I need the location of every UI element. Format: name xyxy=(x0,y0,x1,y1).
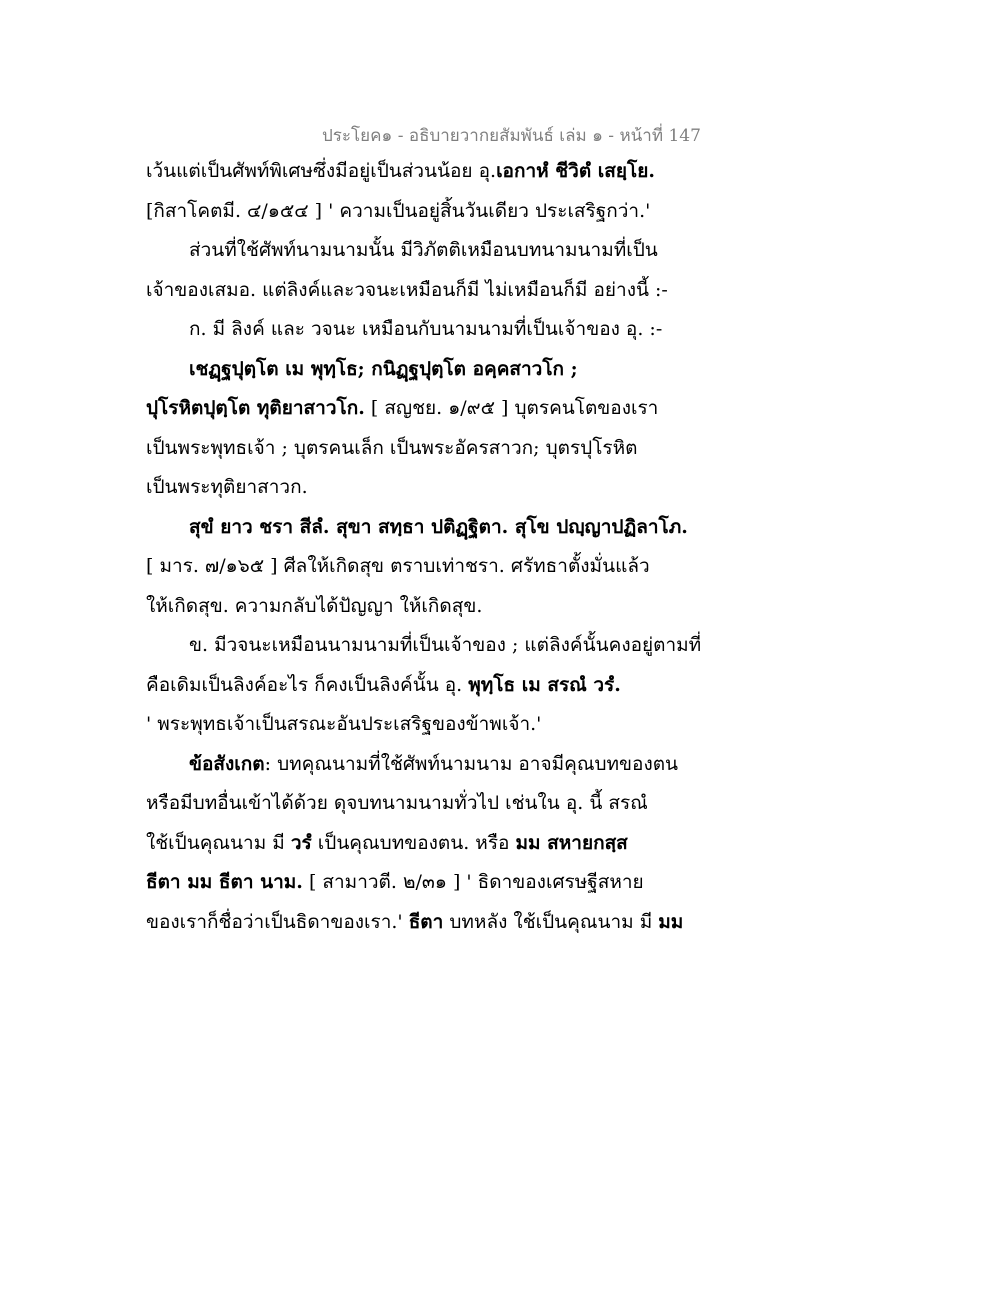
text-run: [กิสาโคตมี. ๔/๑๕๔ ] ' ความเป็นอยู่สิ้นวันเดียว ประเสริฐกว่า.' xyxy=(146,199,651,222)
text-line xyxy=(146,271,706,311)
bold-pali-text: เชฏฺฐปุตฺโต เม พุทฺโธ; กนิฏฺฐปุตฺโต อคฺคสาวโก ; xyxy=(189,357,578,380)
bold-pali-text: ธีตา xyxy=(408,910,444,933)
text-run: คือเดิมเป็นลิงค์อะไร ก็คงเป็นลิงค์นั้น อุ. xyxy=(146,673,469,696)
text-run: ก. มี ลิงค์ และ วจนะ เหมือนกับนามนามที่เป็นเจ้าของ อุ. :- xyxy=(189,318,663,340)
text-line xyxy=(146,192,706,232)
text-line xyxy=(146,863,706,903)
bold-pali-text: มม xyxy=(658,910,684,933)
text-run: หรือมีบทอื่นเข้าได้ด้วย ดุจบทนามนามทั่วไป เช่นใน อุ. นี้ สรณํ xyxy=(146,792,648,814)
bold-pali-text: เอกาหํ ชีวิตํ เสยฺโย. xyxy=(496,160,655,182)
text-line xyxy=(146,705,706,745)
text-run: บทหลัง ใช้เป็นคุณนาม มี xyxy=(443,910,659,933)
text-line xyxy=(146,784,706,824)
text-line xyxy=(146,508,706,548)
text-run: [ สญชย. ๑/๙๕ ] บุตรคนโตของเรา xyxy=(364,397,659,419)
text-run: เป็นพระทุติยาสาวก. xyxy=(146,476,308,498)
bold-pali-text: พุทฺโธ เม สรณํ วรํ. xyxy=(468,673,621,696)
bold-pali-text: ปุโรหิตปุตฺโต ทุติยาสาวโก. xyxy=(146,397,365,419)
text-run: เว้นแต่เป็นศัพท์พิเศษซึ่งมีอยู่เป็นส่วนน้อย อุ. xyxy=(146,160,497,182)
text-line xyxy=(146,468,706,508)
text-line xyxy=(146,350,706,390)
bold-pali-text: วรํ xyxy=(290,831,312,854)
bold-pali-text: ข้อสังเกต xyxy=(189,752,265,775)
text-run: ของเราก็ชื่อว่าเป็นธิดาของเรา.' xyxy=(146,910,409,933)
text-run: ให้เกิดสุข. ความกลับได้ปัญญา ให้เกิดสุข. xyxy=(146,594,483,617)
text-line xyxy=(146,389,706,429)
text-run: เป็นพระพุทธเจ้า ; บุตรคนเล็ก เป็นพระอัครสาวก; บุตรปุโรหิต xyxy=(146,436,638,459)
running-header: ประโยค๑ - อธิบายวากยสัมพันธ์ เล่ม ๑ - หน้าที่ 147 xyxy=(322,126,701,146)
text-line xyxy=(146,231,706,271)
text-line xyxy=(146,152,706,192)
text-run: [ สามาวตี. ๒/๓๑ ] ' ธิดาของเศรษฐีสหาย xyxy=(302,871,644,893)
text-line xyxy=(146,745,706,785)
text-line xyxy=(146,310,706,350)
bold-pali-text: มม สหายกสฺส xyxy=(515,831,628,854)
text-line xyxy=(146,666,706,706)
text-line xyxy=(146,587,706,627)
text-line xyxy=(146,429,706,469)
text-run: ส่วนที่ใช้ศัพท์นามนามนั้น มีวิภัตติเหมือนบทนามนามที่เป็น xyxy=(189,239,658,261)
bold-pali-text: สุขํ ยาว ชรา สีลํ. สุขา สทฺธา ปติฏฺฐิตา. สุโข ปญฺญาปฏิลาโภ. xyxy=(189,515,688,538)
text-run: ข. มีวจนะเหมือนนามนามที่เป็นเจ้าของ ; แต่ลิงค์นั้นคงอยู่ตามที่ xyxy=(189,634,702,656)
text-run: เจ้าของเสมอ. แต่ลิงค์และวจนะเหมือนก็มี ไม่เหมือนก็มี อย่างนี้ :- xyxy=(146,278,668,301)
text-run: ' พระพุทธเจ้าเป็นสรณะอันประเสริฐของข้าพเจ้า.' xyxy=(146,713,542,735)
text-run: [ มาร. ๗/๑๖๕ ] ศีลให้เกิดสุข ตราบเท่าชรา. ศรัทธาตั้งมั่นแล้ว xyxy=(146,555,650,577)
body-text xyxy=(146,152,706,942)
text-run: : บทคุณนามที่ใช้ศัพท์นามนาม อาจมีคุณบทของตน xyxy=(264,752,679,775)
text-line xyxy=(146,547,706,587)
bold-pali-text: ธีตา มม ธีตา นาม. xyxy=(146,871,303,893)
text-line xyxy=(146,903,706,943)
text-run: เป็นคุณบทของตน. หรือ xyxy=(311,831,516,854)
text-line xyxy=(146,626,706,666)
text-line xyxy=(146,824,706,864)
text-run: ใช้เป็นคุณนาม มี xyxy=(146,831,291,854)
